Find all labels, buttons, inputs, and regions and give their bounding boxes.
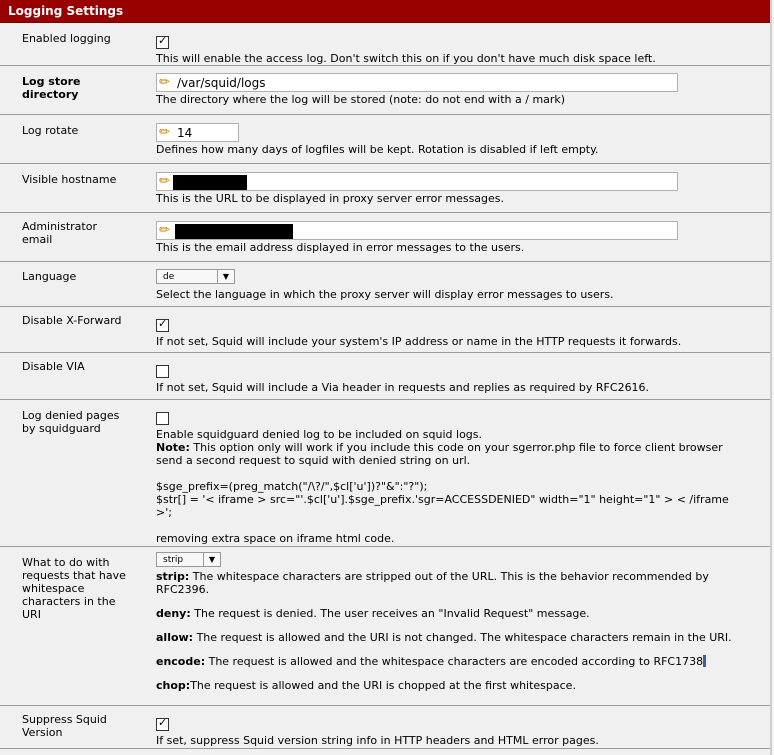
allow-text: The request is allowed and the URI is not changed. The whitespace characters remain in the URI. xyxy=(193,631,732,644)
suppress-version-label-line2: Version xyxy=(22,726,63,739)
log-rotate-input[interactable] xyxy=(156,123,239,142)
strip-label: strip: xyxy=(156,570,190,583)
suppress-version-checkbox[interactable] xyxy=(156,715,169,731)
chop-label: chop: xyxy=(156,679,191,692)
allow-label: allow: xyxy=(156,631,194,644)
row-log-rotate xyxy=(0,115,770,164)
visible-hostname-input[interactable] xyxy=(156,172,678,191)
checkmark-icon: ✓ xyxy=(158,715,168,729)
deny-text: The request is denied. The user receives an "Invalid Request" message. xyxy=(190,607,590,620)
strip-text: The whitespace characters are stripped out of the URL. This is the behavior recommended by xyxy=(189,570,709,583)
log-dir-label-line2: directory xyxy=(22,88,79,101)
log-denied-desc: Enable squidguard denied log to be included on squid logs. xyxy=(156,427,483,441)
section-header: Logging Settings xyxy=(0,0,770,23)
whitespace-label-line2: requests that have xyxy=(22,569,126,582)
log-denied-checkbox[interactable] xyxy=(156,412,169,425)
chevron-down-icon: ▼ xyxy=(217,270,234,283)
text-cursor xyxy=(703,655,706,667)
code-line-1: $sge_prefix=(preg_match("/\?/",$cl['u'])?"&":"?"); xyxy=(156,479,428,493)
pencil-icon: ✏ xyxy=(159,174,170,189)
pencil-icon: ✏ xyxy=(159,125,170,140)
encode-label: encode: xyxy=(156,655,206,668)
log-rotate-desc: Defines how many days of logfiles will be kept. Rotation is disabled if left empty. xyxy=(156,143,599,156)
redacted-value xyxy=(173,175,247,190)
admin-email-desc: This is the email address displayed in error messages to the users. xyxy=(156,241,525,254)
encode-text: The request is allowed and the whitespace characters are encoded according to RFC1738 xyxy=(205,655,704,668)
row-suppress-version xyxy=(0,706,770,749)
visible-hostname-desc: This is the URL to be displayed in proxy server error messages. xyxy=(156,192,505,205)
whitespace-label-line4: characters in the xyxy=(22,595,116,608)
log-dir-input[interactable] xyxy=(156,73,678,92)
note-label: Note: xyxy=(156,440,190,454)
language-select[interactable] xyxy=(156,269,235,284)
enabled-logging-desc: This will enable the access log. Don't switch this on if you don't have much disk space left. xyxy=(156,52,656,65)
suppress-version-label-line1: Suppress Squid xyxy=(22,713,107,726)
pencil-icon: ✏ xyxy=(159,75,170,90)
chop-desc xyxy=(156,679,762,692)
log-denied-note xyxy=(156,441,762,454)
code-line-2: $str[] = '< iframe > src="'.$cl['u'].$sge_prefix.'sgr=ACCESSDENIED" width="1" height="1" > < /iframe xyxy=(156,492,729,506)
log-denied-label xyxy=(22,409,142,435)
log-denied-label-line1: Log denied pages xyxy=(22,409,120,422)
whitespace-selected: strip xyxy=(163,555,184,565)
whitespace-label xyxy=(22,556,142,621)
log-denied-note-line2: send a second request to squid with denied string on url. xyxy=(156,453,471,467)
checkmark-icon: ✓ xyxy=(158,316,168,330)
disable-via-desc: If not set, Squid will include a Via header in requests and replies as required by RFC2616. xyxy=(156,381,650,394)
log-dir-label xyxy=(22,75,142,101)
admin-email-input[interactable] xyxy=(156,221,678,240)
strip-desc-line2: RFC2396. xyxy=(156,583,210,596)
whitespace-select[interactable] xyxy=(156,552,221,567)
admin-email-label-line2: email xyxy=(22,233,53,246)
note-text: This option only will work if you include this code on your sgerror.php file to force client browser xyxy=(189,440,723,454)
suppress-version-desc: If set, suppress Squid version string info in HTTP headers and HTML error pages. xyxy=(156,734,599,747)
log-denied-label-line2: by squidguard xyxy=(22,422,101,435)
log-dir-value: /var/squid/logs xyxy=(177,76,266,90)
encode-desc xyxy=(156,655,762,668)
row-visible-hostname xyxy=(0,164,770,213)
admin-email-label-line1: Administrator xyxy=(22,220,97,233)
visible-hostname-label: Visible hostname xyxy=(22,173,117,186)
admin-email-label xyxy=(22,220,142,246)
row-disable-via xyxy=(0,353,770,400)
log-rotate-value: 14 xyxy=(177,126,193,140)
enabled-logging-label: Enabled logging xyxy=(22,32,111,45)
removing-note: removing extra space on iframe html code. xyxy=(156,531,395,545)
disable-via-label: Disable VIA xyxy=(22,360,85,373)
language-selected: de xyxy=(163,272,175,282)
row-admin-email xyxy=(0,213,770,262)
language-label: Language xyxy=(22,270,77,283)
strip-desc xyxy=(156,570,762,583)
enabled-logging-checkbox[interactable] xyxy=(156,33,169,49)
chop-text: The request is allowed and the URI is chopped at the first whitespace. xyxy=(190,679,576,692)
checkmark-icon: ✓ xyxy=(158,33,168,47)
language-desc: Select the language in which the proxy server will display error messages to users. xyxy=(156,288,614,301)
log-dir-desc: The directory where the log will be stored (note: do not end with a / mark) xyxy=(156,93,566,106)
deny-label: deny: xyxy=(156,607,191,620)
disable-xforward-desc: If not set, Squid will include your system's IP address or name in the HTTP requests it forwards. xyxy=(156,335,682,348)
log-rotate-label: Log rotate xyxy=(22,124,79,137)
row-disable-xforward xyxy=(0,307,770,353)
row-enabled-logging xyxy=(0,23,770,66)
disable-xforward-label: Disable X-Forward xyxy=(22,314,122,327)
deny-desc xyxy=(156,607,762,620)
row-log-store-directory xyxy=(0,66,770,115)
disable-xforward-checkbox[interactable] xyxy=(156,316,169,332)
row-language xyxy=(0,262,770,307)
whitespace-label-line1: What to do with xyxy=(22,556,110,569)
suppress-version-label xyxy=(22,713,142,739)
whitespace-label-line5: URI xyxy=(22,608,41,621)
disable-via-checkbox[interactable] xyxy=(156,365,169,378)
row-log-denied xyxy=(0,400,770,547)
whitespace-label-line3: whitespace xyxy=(22,582,85,595)
pencil-icon: ✏ xyxy=(159,223,170,238)
allow-desc xyxy=(156,631,762,644)
chevron-down-icon: ▼ xyxy=(203,553,220,566)
row-whitespace xyxy=(0,547,770,706)
code-line-3: >'; xyxy=(156,505,172,519)
log-dir-label-line1: Log store xyxy=(22,75,81,88)
redacted-value xyxy=(175,224,293,239)
